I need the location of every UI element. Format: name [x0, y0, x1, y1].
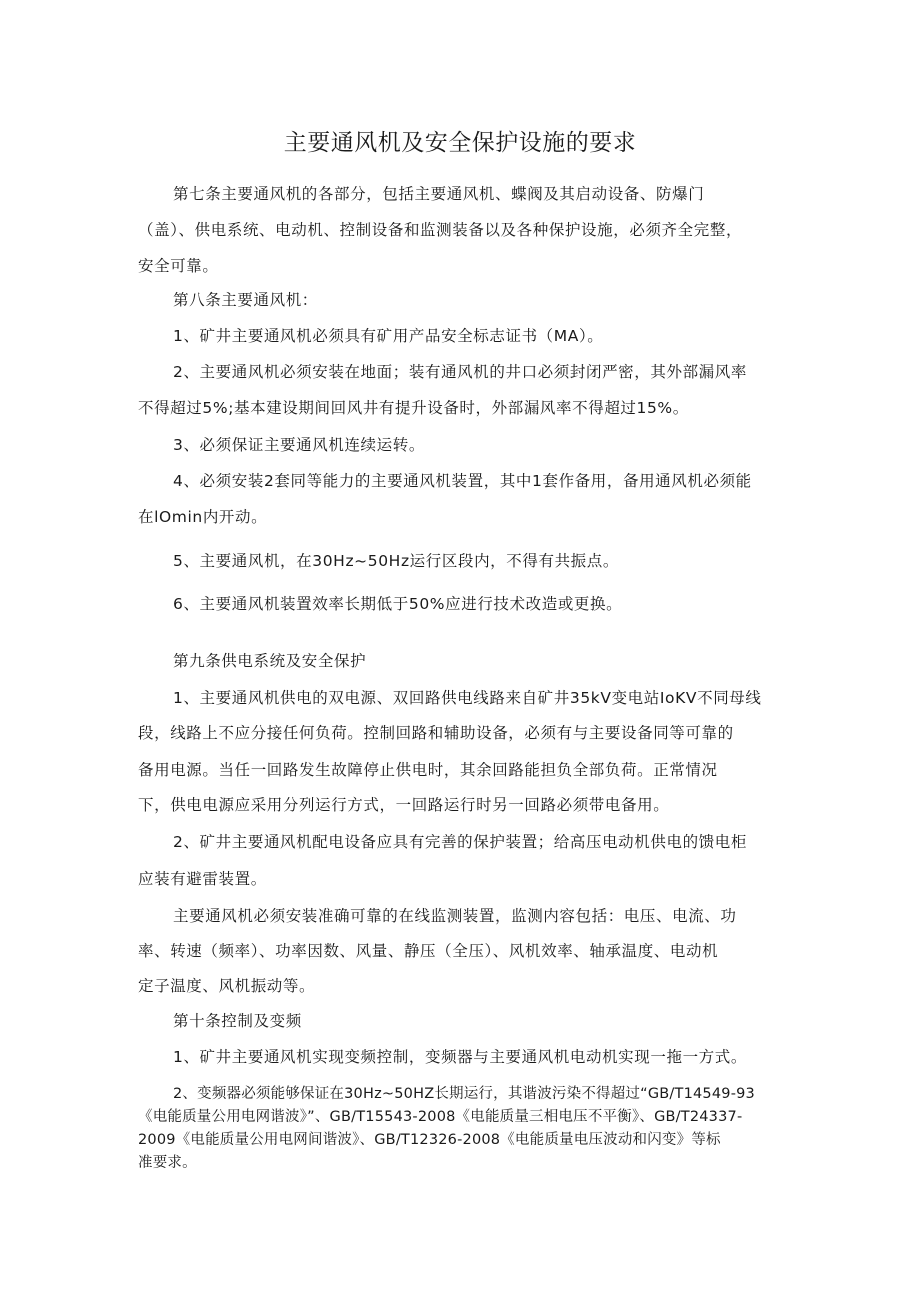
paragraph-line: 率、转速（频率）、功率因数、风量、静压（全压）、风机效率、轴承温度、电动机	[138, 942, 719, 960]
paragraph-line: 应装有避雷装置。	[138, 870, 267, 888]
document-title: 主要通风机及安全保护设施的要求	[283, 130, 637, 156]
paragraph-line: 下，供电电源应采用分列运行方式，一回路运行时另一回路必须带电备用。	[138, 796, 670, 814]
list-item: 1、矿井主要通风机实现变频控制，变频器与主要通风机电动机实现一拖一方式。	[173, 1048, 747, 1066]
paragraph-line: 定子温度、风机振动等。	[138, 977, 316, 995]
paragraph-line: 安全可靠。	[138, 257, 219, 275]
list-item: 5、主要通风机，在30Hz~50Hz运行区段内，不得有共振点。	[173, 552, 619, 570]
list-item: 2、变频器必须能够保证在30Hz~50HZ长期运行，其谐波污染不得超过“GB/T14549-93	[173, 1086, 755, 1102]
paragraph-line: 第七条主要通风机的各部分，包括主要通风机、蝶阀及其启动设备、防爆门	[173, 185, 705, 203]
section-heading: 第八条主要通风机：	[173, 291, 318, 309]
list-item: 1、主要通风机供电的双电源、双回路供电线路来自矿井35kV变电站IoKV不同母线	[173, 689, 762, 707]
paragraph-line: 段，线路上不应分接任何负荷。控制回路和辅助设备，必须有与主要设备同等可靠的	[138, 724, 734, 742]
paragraph-line: 2009《电能质量公用电网间谐波》、GB/T12326-2008《电能质量电压波动和闪变》等标	[138, 1132, 721, 1148]
list-item: 6、主要通风机装置效率长期低于50%应进行技术改造或更换。	[173, 595, 623, 613]
list-item: 2、矿井主要通风机配电设备应具有完善的保护装置；给高压电动机供电的馈电柜	[173, 833, 747, 851]
list-item: 1、矿井主要通风机必须具有矿用产品安全标志证书（MA）。	[173, 327, 604, 345]
paragraph-line: 准要求。	[138, 1155, 197, 1171]
section-heading: 第十条控制及变频	[173, 1012, 302, 1030]
list-item: 2、主要通风机必须安装在地面；装有通风机的井口必须封闭严密，其外部漏风率	[173, 363, 747, 381]
paragraph-line: 《电能质量公用电网谐波》”、GB/T15543-2008《电能质量三相电压不平衡》、GB/T24337-	[138, 1109, 743, 1125]
list-item: 4、必须安装2套同等能力的主要通风机装置，其中1套作备用，备用通风机必须能	[173, 472, 752, 490]
section-heading: 第九条供电系统及安全保护	[173, 652, 367, 670]
paragraph-line: 备用电源。当任一回路发生故障停止供电时，其余回路能担负全部负荷。正常情况	[138, 761, 718, 779]
paragraph-line: 在lOmin内开动。	[138, 508, 268, 526]
paragraph-line: 不得超过5%;基本建设期间回风井有提升设备时，外部漏风率不得超过15%。	[138, 399, 689, 417]
paragraph-line: 主要通风机必须安装准确可靠的在线监测装置，监测内容包括：电压、电流、功	[173, 907, 737, 925]
list-item: 3、必须保证主要通风机连续运转。	[173, 436, 425, 454]
paragraph-line: （盖）、供电系统、电动机、控制设备和监测装备以及各种保护设施，必须齐全完整，	[138, 221, 743, 239]
